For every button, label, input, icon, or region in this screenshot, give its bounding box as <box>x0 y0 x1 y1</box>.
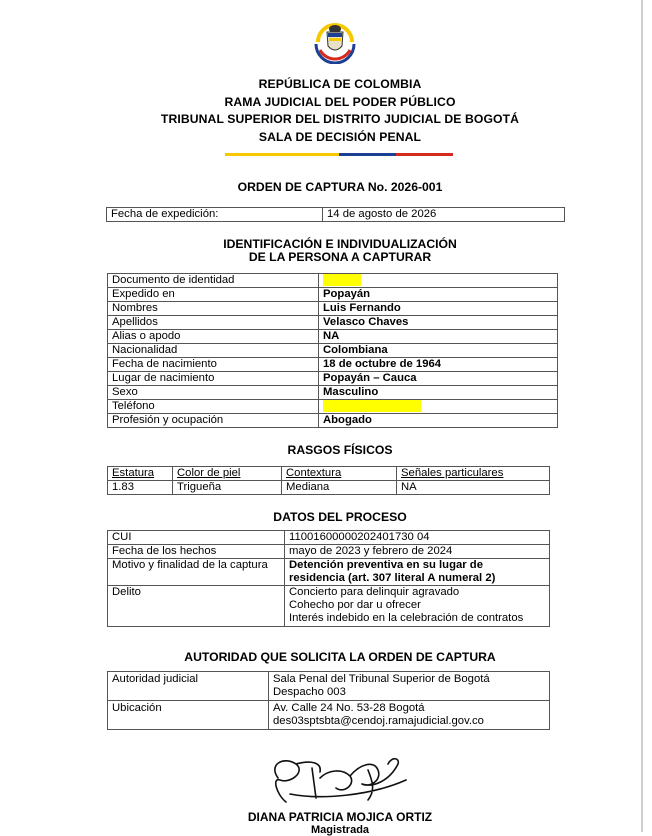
authority-line: Av. Calle 24 No. 53-28 Bogotá <box>273 702 425 714</box>
table-row <box>108 302 558 316</box>
id-label: Sexo <box>108 386 319 400</box>
authority-title: AUTORIDAD QUE SOLICITA LA ORDEN DE CAPTURA <box>184 650 496 664</box>
process-value: 11001600000202401730 04 <box>285 531 550 545</box>
table-row <box>108 400 558 414</box>
crime-item: Cohecho por dar u ofrecer <box>289 599 421 611</box>
id-value: Luis Fernando <box>319 302 558 316</box>
authority-line: Sala Penal del Tribunal Superior de Bogotá <box>273 673 490 685</box>
authority-value <box>269 672 550 701</box>
issue-date-value: 14 de agosto de 2026 <box>323 208 565 222</box>
process-label: Delito <box>108 586 285 627</box>
id-value <box>319 400 558 414</box>
table-row <box>108 414 558 428</box>
physical-value: Mediana <box>282 481 397 495</box>
authority-line: des03sptsbta@cendoj.ramajudicial.gov.co <box>273 715 484 727</box>
table-row <box>108 672 550 701</box>
id-label: Fecha de nacimiento <box>108 358 319 372</box>
physical-header: Estatura <box>108 467 173 481</box>
id-label: Nacionalidad <box>108 344 319 358</box>
redaction-highlight <box>323 400 421 412</box>
id-label: Apellidos <box>108 316 319 330</box>
table-row <box>108 586 550 627</box>
authority-value <box>269 701 550 730</box>
process-table <box>107 530 550 627</box>
physical-header: Color de piel <box>173 467 282 481</box>
process-label: Fecha de los hechos <box>108 545 285 559</box>
process-value <box>285 586 550 627</box>
id-value: Popayán – Cauca <box>319 372 558 386</box>
id-section-title-2: DE LA PERSONA A CAPTURAR <box>248 250 432 264</box>
physical-value: Trigueña <box>173 481 282 495</box>
id-value: Abogado <box>319 414 558 428</box>
id-label: Teléfono <box>108 400 319 414</box>
id-value: Colombiana <box>319 344 558 358</box>
physical-header: Contextura <box>282 467 397 481</box>
header-tribunal: TRIBUNAL SUPERIOR DEL DISTRITO JUDICIAL DE BOGOTÁ <box>160 112 520 126</box>
header-chamber: SALA DE DECISIÓN PENAL <box>258 130 422 144</box>
id-value: Popayán <box>319 288 558 302</box>
physical-traits-table <box>107 466 550 495</box>
motive-line: Detención preventiva en su lugar de <box>289 559 483 571</box>
table-row <box>108 386 558 400</box>
table-row <box>108 372 558 386</box>
handwritten-signature <box>250 750 420 810</box>
table-row <box>108 288 558 302</box>
id-label: Alias o apodo <box>108 330 319 344</box>
header-republic: REPÚBLICA DE COLOMBIA <box>258 77 422 91</box>
table-row <box>108 316 558 330</box>
motive-line: residencia (art. 307 literal A numeral 2) <box>289 572 496 584</box>
id-value: Velasco Chaves <box>319 316 558 330</box>
id-value: 18 de octubre de 1964 <box>319 358 558 372</box>
crime-item: Concierto para delinquir agravado <box>289 586 460 598</box>
process-value <box>285 559 550 586</box>
flag-color-bar <box>225 153 453 156</box>
physical-value: 1.83 <box>108 481 173 495</box>
table-row <box>108 531 550 545</box>
authority-label: Ubicación <box>108 701 269 730</box>
table-row <box>108 344 558 358</box>
table-row <box>108 358 558 372</box>
process-label: CUI <box>108 531 285 545</box>
table-row <box>108 467 550 481</box>
authority-table <box>107 671 550 730</box>
table-row <box>108 330 558 344</box>
table-row <box>108 559 550 586</box>
authority-label: Autoridad judicial <box>108 672 269 701</box>
signatory-role: Magistrada <box>310 824 370 836</box>
process-label: Motivo y finalidad de la captura <box>108 559 285 586</box>
table-row <box>108 481 550 495</box>
process-value: mayo de 2023 y febrero de 2024 <box>285 545 550 559</box>
issue-date-label: Fecha de expedición: <box>107 208 323 222</box>
id-label: Nombres <box>108 302 319 316</box>
id-section-title-1: IDENTIFICACIÓN E INDIVIDUALIZACIÓN <box>223 237 457 251</box>
physical-traits-title: RASGOS FÍSICOS <box>287 443 393 457</box>
id-label: Documento de identidad <box>108 274 319 288</box>
order-title: ORDEN DE CAPTURA No. 2026-001 <box>237 180 443 194</box>
header-branch: RAMA JUDICIAL DEL PODER PÚBLICO <box>224 95 456 109</box>
table-row <box>108 701 550 730</box>
id-label: Lugar de nacimiento <box>108 372 319 386</box>
physical-header: Señales particulares <box>397 467 550 481</box>
id-value: NA <box>319 330 558 344</box>
authority-line: Despacho 003 <box>273 686 346 698</box>
crime-item: Interés indebido en la celebración de contratos <box>289 612 524 624</box>
table-row <box>108 545 550 559</box>
physical-value: NA <box>397 481 550 495</box>
id-value <box>319 274 558 288</box>
issue-date-table <box>106 207 565 222</box>
table-row <box>108 274 558 288</box>
process-title: DATOS DEL PROCESO <box>273 510 407 524</box>
id-label: Profesión y ocupación <box>108 414 319 428</box>
identification-table <box>107 273 558 428</box>
redaction-highlight <box>323 274 361 286</box>
id-label: Expedido en <box>108 288 319 302</box>
signatory-name: DIANA PATRICIA MOJICA ORTIZ <box>247 810 433 824</box>
colombia-coat-of-arms-icon <box>314 20 356 64</box>
id-value: Masculino <box>319 386 558 400</box>
